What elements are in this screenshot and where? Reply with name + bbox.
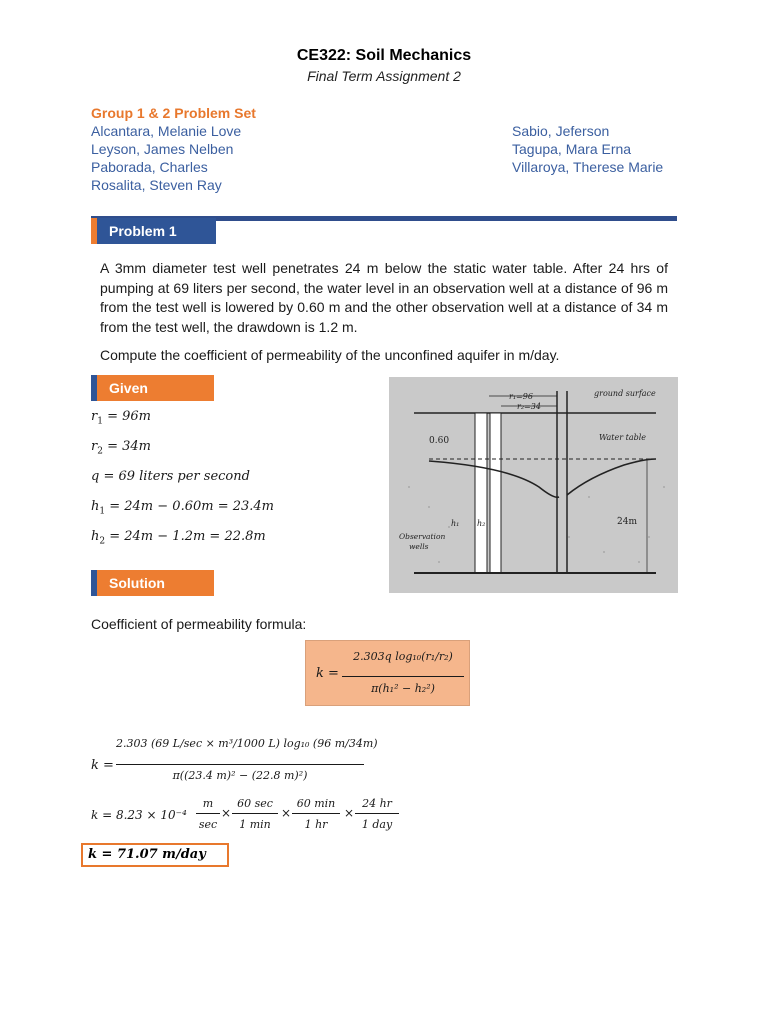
drawdown-label: 0.60 <box>429 436 450 446</box>
member-name: Villaroya, Therese Marie <box>512 159 664 175</box>
r1-label: r₁=96 <box>509 392 533 401</box>
times-3: × <box>344 806 355 820</box>
problem-statement: A 3mm diameter test well penetrates 24 m below the static water table. After 24 hrs of pumping at 69 liters per second, the water level in an observation well at a distance of 96 m from the test well is lowered by 0.60 m and the other observation well at a distance of 34 m from the test well, the drawdown is 1.2 m. <box>100 260 668 335</box>
times-2: × <box>281 806 292 820</box>
given-h2: $h_2 = 24m - 1.2m = 22.8m$ <box>91 529 266 547</box>
times-1: × <box>221 806 232 820</box>
wells-label: wells <box>409 542 429 551</box>
given-heading: Given <box>91 375 214 401</box>
step1-denominator: π((23.4 m)² − (22.8 m)²) <box>172 769 308 782</box>
ground-surface-label: ground surface <box>594 389 656 398</box>
group-heading: Group 1 & 2 Problem Set <box>91 105 256 121</box>
formula-denominator: π(h₁² − h₂²) <box>371 682 435 695</box>
step2-k: k = 8.23 × 10⁻⁴ <box>91 808 187 822</box>
step1-fraction-bar <box>116 764 364 765</box>
member-name: Sabio, Jeferson <box>512 123 610 139</box>
problem-heading: Problem 1 <box>91 218 216 244</box>
step2-f2-num: 60 sec <box>237 797 273 810</box>
member-name: Tagupa, Mara Erna <box>512 141 632 157</box>
document-subtitle: Final Term Assignment 2 <box>307 68 461 84</box>
step1-numerator: 2.303 (69 L/sec × m³/1000 L) log₁₀ (96 m/34m) <box>116 737 378 750</box>
step2-f3-num: 60 min <box>296 797 336 810</box>
r2-label: r₂=34 <box>517 402 541 411</box>
given-h1: $h_1 = 24m - 0.60m = 23.4m$ <box>91 499 274 517</box>
formula-k: k = <box>316 666 339 681</box>
step2-f2-bar <box>232 813 278 814</box>
step2-f4-den: 1 day <box>361 818 393 831</box>
member-name: Leyson, James Nelben <box>91 141 234 157</box>
step2-f1-num: m <box>202 797 214 810</box>
document-title: CE322: Soil Mechanics <box>296 47 472 64</box>
observation-label: Observation <box>399 532 446 541</box>
formula-fraction-bar <box>342 676 464 677</box>
step1-k: k = <box>91 758 114 773</box>
member-name: Alcantara, Melanie Love <box>91 123 242 139</box>
step2-f1-den: sec <box>198 818 218 831</box>
depth-label: 24m <box>617 517 637 527</box>
step2-f2-den: 1 min <box>239 818 271 831</box>
h2-label: h₂ <box>477 519 486 528</box>
step2-f4-bar <box>355 813 399 814</box>
members-left-list <box>91 122 241 194</box>
step2-f4-num: 24 hr <box>362 797 392 810</box>
formula-numerator: 2.303q log₁₀(r₁/r₂) <box>353 650 453 663</box>
members-right-list <box>512 122 663 176</box>
given-q: q = 69 liters per second <box>91 469 250 484</box>
formula-label: Coefficient of permeability formula: <box>91 616 307 632</box>
step2-f1-bar <box>196 813 220 814</box>
given-r1: $r_1 = 96m$ <box>91 409 151 427</box>
given-r2: $r_2 = 34m$ <box>91 439 151 457</box>
member-name: Paborada, Charles <box>91 159 208 175</box>
member-name: Rosalita, Steven Ray <box>91 177 222 193</box>
aquifer-diagram <box>389 377 678 593</box>
step2-f3-den: 1 hr <box>304 818 328 831</box>
solution-heading: Solution <box>91 570 214 596</box>
water-table-label: Water table <box>599 433 647 442</box>
step2-f3-bar <box>292 813 340 814</box>
h1-label: h₁ <box>451 519 460 528</box>
problem-question: Compute the coefficient of permeability of the unconfined aquifer in m/day. <box>100 347 560 363</box>
final-answer: k = 71.07 m/day <box>88 847 206 862</box>
